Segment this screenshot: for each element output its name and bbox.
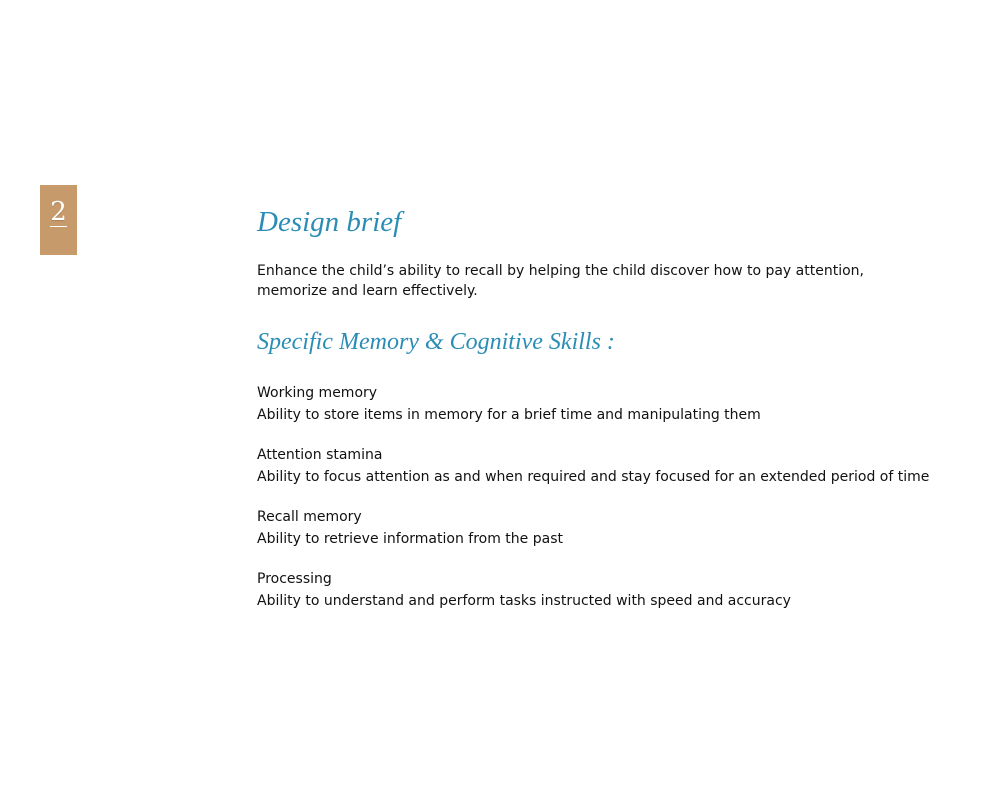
design-brief-section [257, 205, 947, 630]
skill-description: Ability to store items in memory for a brief time and manipulating them [257, 407, 761, 423]
skill-name: Attention stamina [257, 447, 383, 463]
brief-description: Enhance the child’s ability to recall by helping the child discover how to pay attention, memorize and learn effectively. [257, 263, 864, 299]
skill-recall-memory [257, 506, 947, 550]
skills-list [257, 382, 947, 612]
page-title: Design brief [257, 206, 402, 238]
page-number: 2 [50, 196, 67, 227]
skill-name: Working memory [257, 385, 378, 401]
skill-description: Ability to focus attention as and when required and stay focused for an extended period of time [257, 469, 930, 485]
skill-name: Processing [257, 571, 332, 587]
skill-attention-stamina [257, 444, 947, 488]
skill-description: Ability to retrieve information from the past [257, 531, 563, 547]
skill-working-memory [257, 382, 947, 426]
skill-processing [257, 568, 947, 612]
skill-name: Recall memory [257, 509, 362, 525]
page-number-badge [40, 185, 77, 255]
skill-description: Ability to understand and perform tasks instructed with speed and accuracy [257, 593, 791, 609]
skills-heading: Specific Memory & Cognitive Skills : [257, 329, 615, 355]
